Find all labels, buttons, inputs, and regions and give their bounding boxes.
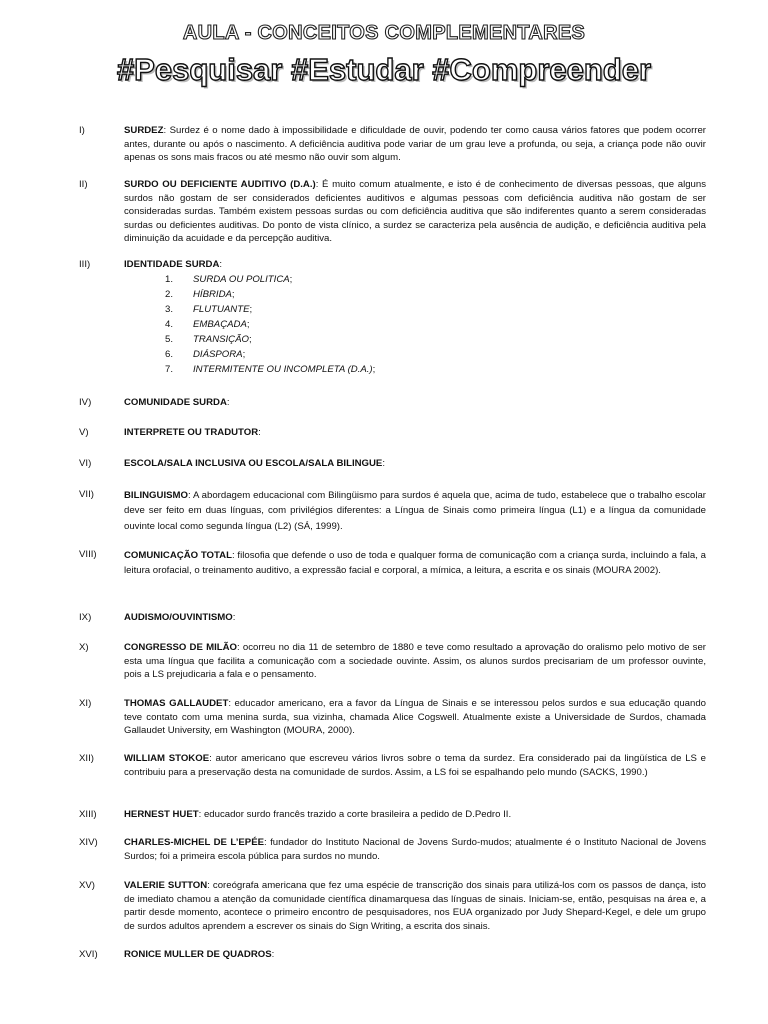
item-term: HERNEST HUET [124,809,199,820]
item-text: : autor americano que escreveu vários livros sobre o tema da surdez. Era considerado pai da lingüística de LS e contribuiu para a preservação desta na comunidade de surdos. Assim, a LS foi se espalhando pelo mundo (SACKS, 1990.) [124,753,706,778]
item-text: : [219,259,223,270]
item-number: X) [79,642,89,653]
item-number: VIII) [79,549,97,560]
document-subtitle: AULA - CONCEITOS COMPLEMENTARES [182,22,586,44]
item-text: : fundador do Instituto Nacional de Jovens Surdo-mudos; atualmente é o Instituto Nacional de Jovens Surdos; foi a primeira escola pública para surdos no mundo. [124,837,706,862]
item-term: AUDISMO/OUVINTISMO [124,612,233,623]
item-term: CONGRESSO DE MILÃO [124,642,237,653]
item-text: : educador americano, era a favor da Língua de Sinais e se interessou pelos surdos e sua educação quando teve contato com uma menina surda, sua vizinha, chamada Alice Cogswell. Atualmente existe a Universidade de Surdos, chamada Gallaudet University, em Washington (MOURA, 2000). [124,698,707,737]
item-text: : [258,427,261,438]
item-number: VI) [79,458,92,469]
item-text: : [232,612,236,623]
item-number: IV) [79,397,92,408]
sublist-item: 1. SURDA OU POLITICA; [165,274,293,285]
item-number: XV) [79,880,95,891]
item-number: XII) [79,753,94,764]
item-number: VII) [79,489,94,500]
item-term: SURDEZ [124,125,164,136]
sublist-item: 6. DIÁSPORA; [165,349,246,360]
item-text: : ocorreu no dia 11 de setembro de 1880 e teve como resultado a aprovação do oralismo pelo motivo de ser esta uma língua que facilita a comunicação com a sociedade ouvinte. Assim, os alunos surdos precisariam de um professor ouvinte, pois a LS prejudicaria a fala e o pensamento. [124,642,707,681]
item-text: : [382,458,385,469]
item-number: XIV) [79,837,98,848]
item-term: BILINGUISMO [124,490,188,501]
item-text: : educador surdo francês trazido a corte brasileira a pedido de D.Pedro II. [198,809,512,820]
sublist-item: 7. INTERMITENTE OU INCOMPLETA (D.A.); [165,364,376,375]
item-text: : [271,949,275,960]
item-number: II) [79,179,88,190]
item-text: : A abordagem educacional com Bilingüismo para surdos é aquela que, acima de tudo, estabelece que o trabalho escolar deve ser feito em duas línguas, com privilégios diferentes: a Língua de Sinais como primeira língua (L1) e a língua da comunidade ouvinte local como segunda língua (L2) (SÁ, 1999). [124,490,706,532]
identity-sublist [165,272,375,377]
item-term: IDENTIDADE SURDA [124,259,220,270]
item-term: CHARLES-MICHEL DE L’EPÉE [124,837,264,848]
item-term: RONICE MULLER DE QUADROS [124,949,272,960]
item-number: III) [79,259,91,270]
item-term: COMUNICAÇÃO TOTAL [124,550,232,561]
item-number: XI) [79,698,92,709]
item-term: COMUNIDADE SURDA [124,397,227,408]
item-number: I) [79,125,85,136]
item-term: SURDO OU DEFICIENTE AUDITIVO (D.A.) [124,179,316,190]
item-term: INTERPRETE OU TRADUTOR [124,427,259,438]
sublist-item: 4. EMBAÇADA; [165,319,250,330]
item-term: ESCOLA/SALA INCLUSIVA OU ESCOLA/SALA BILINGUE [124,458,383,469]
item-text: : É muito comum atualmente, e isto é de conhecimento de diversas pessoas, que alguns surdos não gostam de ser considerados deficientes auditivos e algumas pessoas com deficiência auditiva não gostam de ser consideradas surdas. Também existem pessoas surdas ou com deficiência auditiva que são indiferentes quanto a serem consideradas surdas ou deficientes auditivas. Do ponto de vista clínico, a surdez se caracteriza pela ausência de audição, e deficiência auditiva pela diminuição da acuidade e da percepção auditiva. [124,179,707,245]
item-term: VALERIE SUTTON [124,880,208,891]
sublist-item: 5. TRANSIÇÃO; [165,334,252,345]
item-text: : Surdez é o nome dado à impossibilidade e dificuldade de ouvir, podendo ter como causa vários fatores que podem ocorrer antes, durante ou após o nascimento. A deficiência auditiva pode variar de um grau leve a profunda, ou seja, a criança pode não ouvir apenas os sons mais fracos ou até mesmo não ouvir som algum. [124,125,706,164]
item-number: XIII) [79,809,97,820]
item-text: : filosofia que defende o uso de toda e qualquer forma de comunicação com a criança surda, incluindo a fala, a leitura orofacial, o treinamento auditivo, a expressão facial e corporal, a mímica, a leitura, a escrita e os sinais (MOURA 2002). [124,550,706,577]
item-number: XVI) [79,949,98,960]
item-text: : coreógrafa americana que fez uma espécie de transcrição dos sinais para utilizá-los com os passos de dança, isto de imediato chamou a atenção da comunidade científica dinamarquesa das línguas de sinais. Iniciam-se, então, pesquisas na área e, a partir desde momento, acontece o primeiro encontro de pesquisadores, nos EUA organizado por Judy Shepard-Kegel, e dele um grupo de surdos adultos aprendem a escrever os sinais do Sign Writing, a escrita dos sinais. [124,880,706,932]
sublist-item: 3. FLUTUANTE; [165,304,253,315]
item-number: IX) [79,612,92,623]
sublist-item: 2. HÍBRIDA; [165,289,235,300]
item-term: WILLIAM STOKOE [124,753,210,764]
item-number: V) [79,427,89,438]
item-term: THOMAS GALLAUDET [124,698,229,709]
item-text: : [226,397,230,408]
document-title: #Pesquisar #Estudar #Compreender [116,52,652,87]
